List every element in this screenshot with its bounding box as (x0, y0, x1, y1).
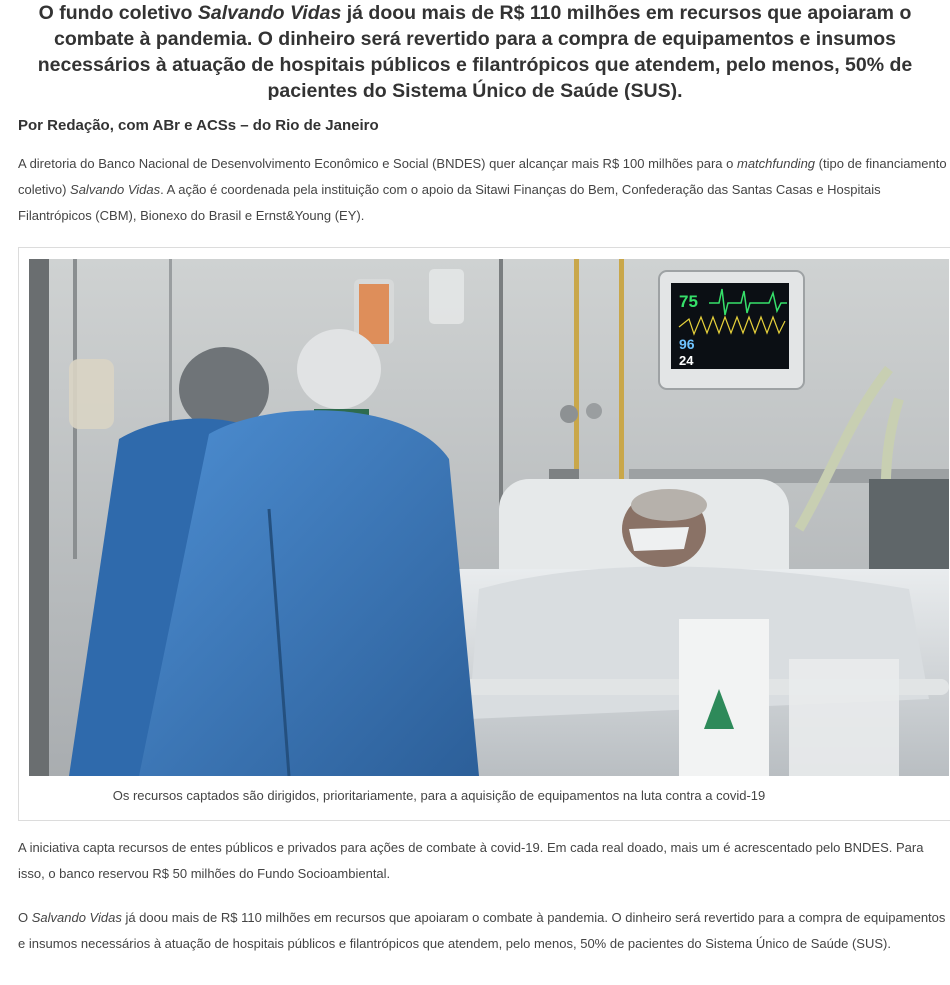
icu-photo-illustration (29, 259, 949, 776)
paragraph-1-text-2: (tipo de financiamento coletivo) (18, 156, 947, 197)
paragraph-3 (18, 905, 948, 957)
lead-text-rest: já doou mais de R$ 110 milhões em recursos que apoiaram o combate à pandemia. O dinheiro será revertido para a compra de equipamentos e insumos necessários à atuação de hospitais públicos e filantrópicos que atendem, pelo menos, 50% de pacientes do Sistema Único de Saúde (SUS). (37, 2, 913, 100)
byline: Por Redação, com ABr e ACSs – do Rio de Janeiro (18, 117, 379, 134)
photo-caption: Os recursos captados são dirigidos, prioritariamente, para a aquisição de equipamentos na luta contra a covid-19 (112, 788, 766, 803)
paragraph-1-text-3: . A ação é coordenada pela instituição com o apoio da Sitawi Finanças do Bem, Confederação das Santas Casas e Hospitais Filantrópicos (CBM), Bionexo do Brasil e Ernst&Young (EY). (18, 182, 881, 223)
paragraph-3-text: O (18, 910, 32, 925)
article-figure (18, 247, 950, 821)
paragraph-3-fund-name: Salvando Vidas (31, 910, 122, 925)
paragraph-2: A iniciativa capta recursos de entes públicos e privados para ações de combate à covid-19. Em cada real doado, mais um é acrescentado pelo BNDES. Para isso, o banco reservou R$ 50 milhões do Fundo Socioambiental. (18, 840, 924, 881)
article-lead (0, 0, 950, 100)
lead-fund-name: Salvando Vidas (197, 2, 342, 24)
matchfunding-term: matchfunding (736, 156, 816, 171)
lead-text: O fundo coletivo (38, 2, 198, 24)
monitor-rr: 24 (679, 353, 694, 368)
monitor-pulse: 96 (679, 336, 695, 352)
paragraph-1-text: A diretoria do Banco Nacional de Desenvolvimento Econômico e Social (BNDES) quer alcançar mais R$ 100 milhões para o (18, 156, 737, 171)
paragraph-1 (18, 151, 948, 229)
paragraph-3-text-2: já doou mais de R$ 110 milhões em recursos que apoiaram o combate à pandemia. O dinheiro será revertido para a compra de equipamentos e insumos necessários à atuação de hospitais públicos e filantrópicos que atendem, pelo menos, 50% de pacientes do Sistema Único de Saúde (SUS). (18, 910, 946, 951)
paragraph-1-fund-name: Salvando Vidas (70, 182, 161, 197)
article-photo (29, 259, 949, 776)
monitor-hr: 75 (679, 292, 698, 311)
